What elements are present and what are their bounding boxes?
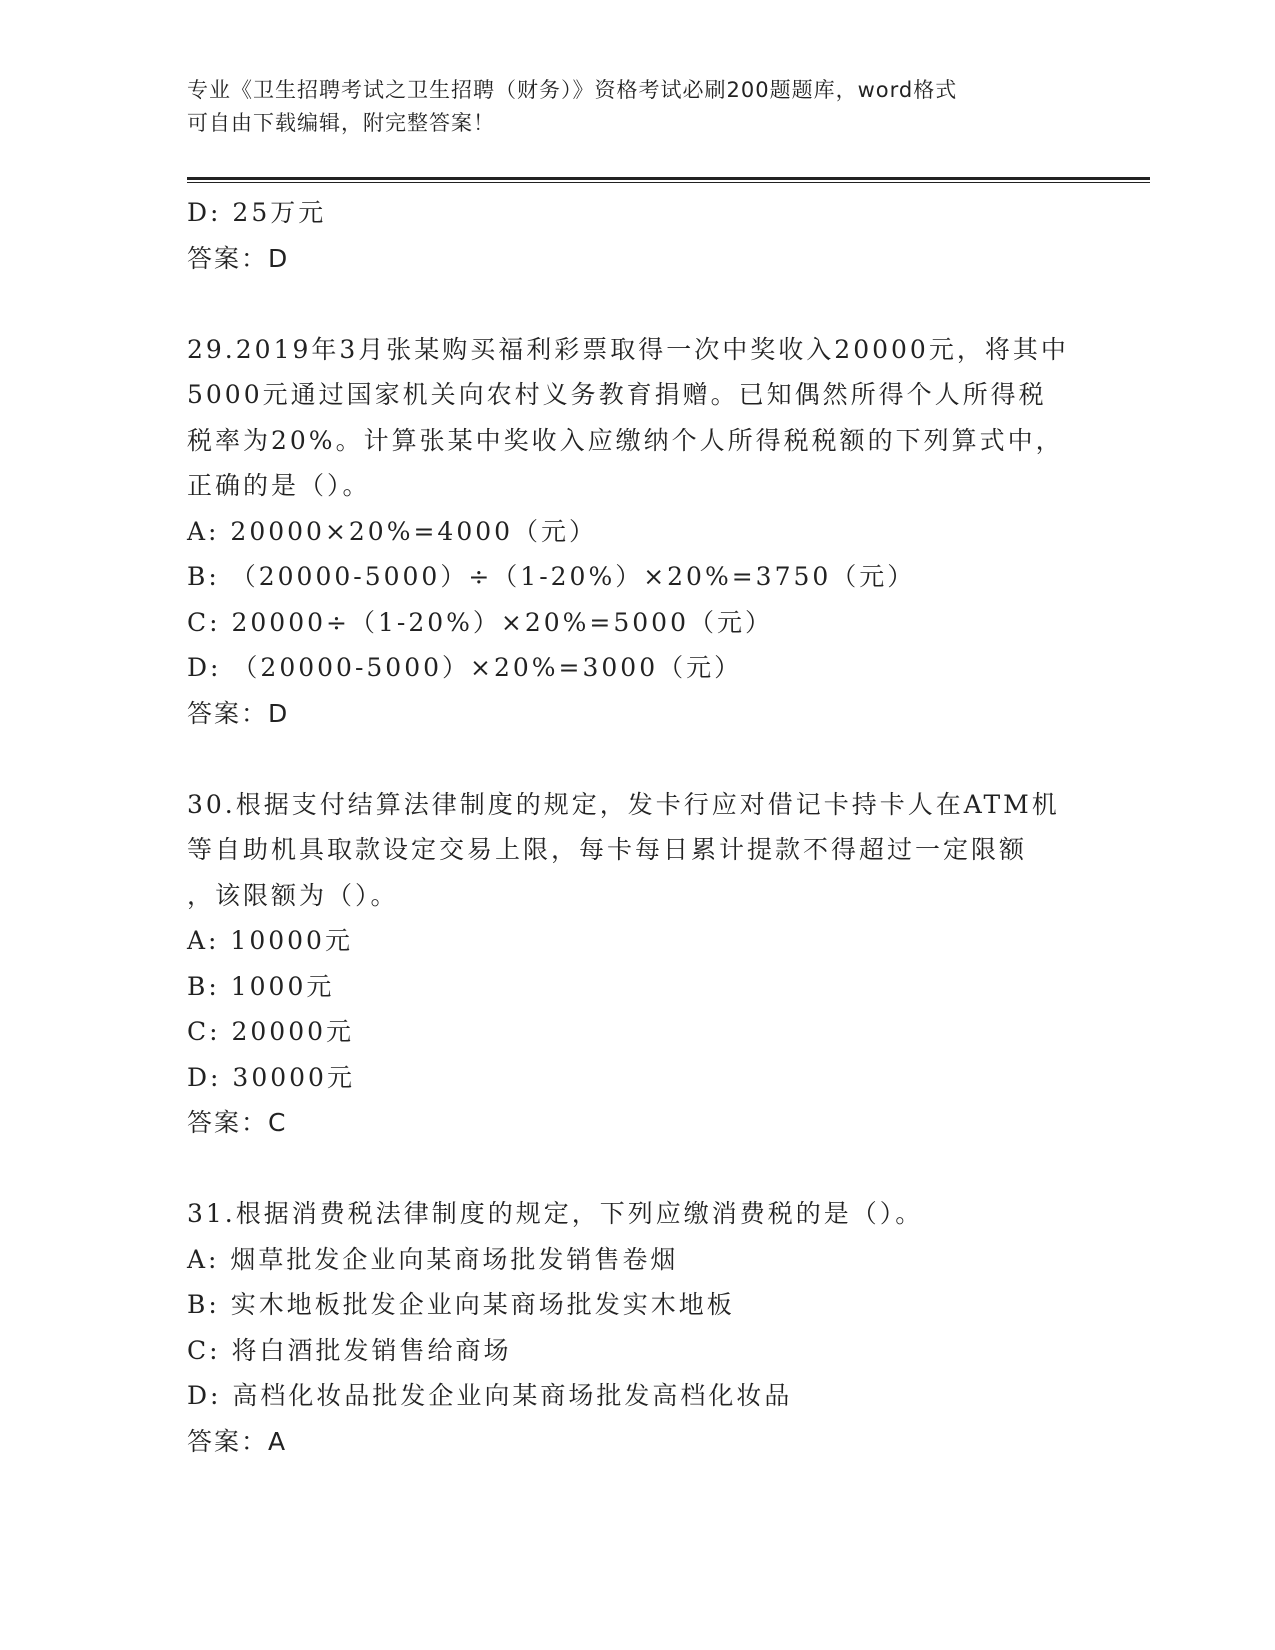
previous-question-tail (187, 190, 1087, 281)
option-a: A: 20000×20%=4000（元） (187, 516, 598, 546)
question-stem-line: 29.2019年3月张某购买福利彩票取得一次中奖收入20000元，将其中 (187, 334, 1069, 364)
question-stem-line: 税率为20%。计算张某中奖收入应缴纳个人所得税税额的下列算式中， (187, 425, 1064, 455)
header-rule-thin (187, 182, 1150, 183)
option-d: D: 高档化妆品批发企业向某商场批发高档化妆品 (187, 1381, 793, 1410)
option-d: D: 30000元 (187, 1062, 355, 1092)
question-stem-line: 5000元通过国家机关向农村义务教育捐赠。已知偶然所得个人所得税 (187, 380, 1047, 409)
spacer (187, 281, 1087, 327)
question-stem-line: ，该限额为（）。 (187, 880, 399, 910)
header-line-1: 专业《卫生招聘考试之卫生招聘（财务）》资格考试必刷200题题库，word格式 (187, 78, 958, 102)
answer-line: 答案：D (187, 698, 290, 728)
option-d: D: （20000-5000）×20%=3000（元） (187, 653, 743, 682)
page-header (187, 74, 1087, 140)
answer-line: 答案：C (187, 1108, 288, 1137)
option-c: C: 将白酒批发销售给商场 (187, 1335, 512, 1365)
option-d: D: 25万元 (187, 198, 327, 227)
option-a: A: 烟草批发企业向某商场批发销售卷烟 (187, 1244, 679, 1274)
option-b: B: 实木地板批发企业向某商场批发实木地板 (187, 1290, 735, 1319)
option-b: B: （20000-5000）÷（1-20%）×20%=3750（元） (187, 562, 916, 591)
spacer (187, 1146, 1087, 1192)
option-c: C: 20000元 (187, 1017, 355, 1046)
question-30 (187, 782, 1087, 1146)
header-rule-thick (187, 177, 1150, 180)
answer-line: 答案：A (187, 1426, 288, 1456)
question-31 (187, 1191, 1087, 1464)
question-content (187, 190, 1087, 1464)
question-29 (187, 327, 1087, 737)
spacer (187, 736, 1087, 782)
option-a: A: 10000元 (187, 926, 353, 955)
answer-line: 答案：D (187, 243, 290, 273)
question-stem-line: 等自助机具取款设定交易上限，每卡每日累计提款不得超过一定限额 (187, 835, 1028, 864)
question-stem-line: 30.根据支付结算法律制度的规定，发卡行应对借记卡持卡人在ATM机 (187, 789, 1060, 819)
question-stem-line: 正确的是（）。 (187, 471, 371, 500)
option-c: C: 20000÷（1-20%）×20%=5000（元） (187, 607, 773, 637)
option-b: B: 1000元 (187, 971, 335, 1001)
question-stem-line: 31.根据消费税法律制度的规定，下列应缴消费税的是（）。 (187, 1199, 924, 1228)
header-line-2: 可自由下载编辑，附完整答案！ (187, 111, 495, 135)
